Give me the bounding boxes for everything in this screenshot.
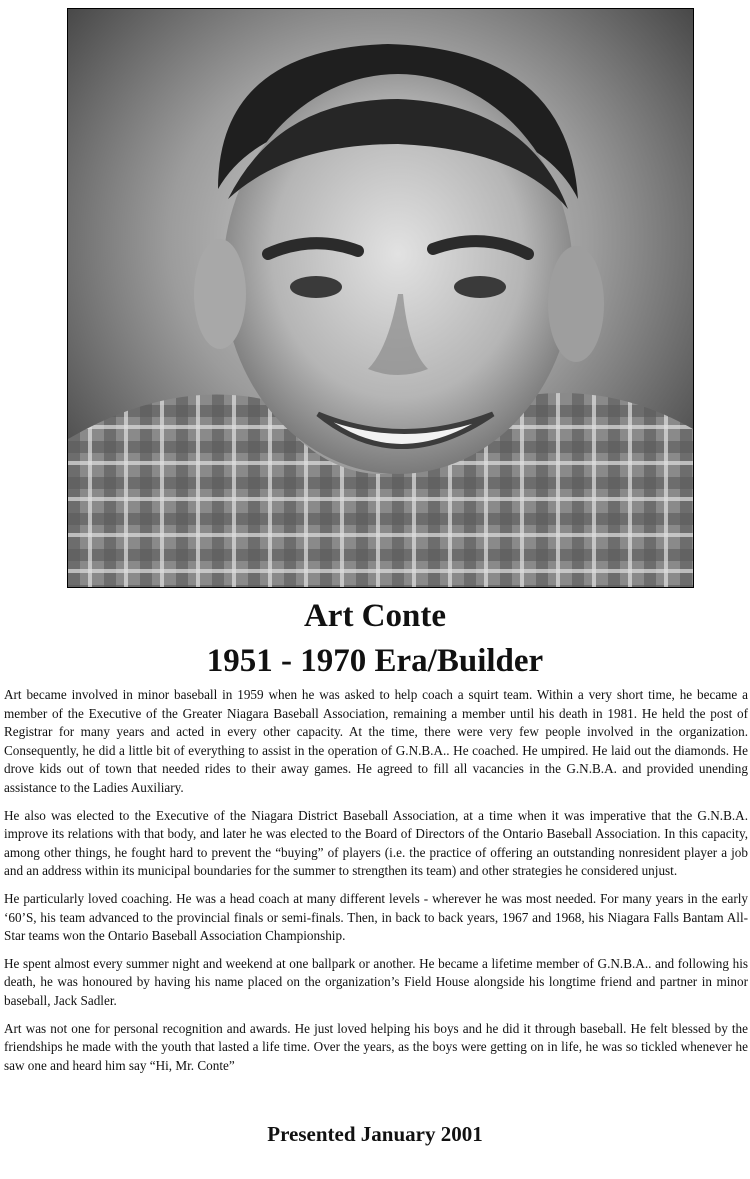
- portrait-illustration: [68, 9, 693, 587]
- inductee-name: Art Conte: [303, 598, 447, 634]
- bio-paragraph: Art was not one for personal recognition and awards. He just loved helping his boys and he did it through baseball. He felt blessed by the friendships he made with the youth that lasted a life time. Over the years, as the boys were getting on in life, he was so tickled whenever he saw one and heard him say “Hi, Mr. Conte”: [4, 1020, 748, 1073]
- bio-paragraph: He also was elected to the Executive of the Niagara District Baseball Association, at a time when it was imperative that the G.N.B.A. improve its relations with that body, and later he was elected to the Board of Directors of the Ontario Baseball Association. In this capacity, among other things, he fought hard to prevent the “buying” of players (i.e. the practice of offering an outstanding nonresident player a job and an address within its municipal boundaries for the summer to strengthen its team) and other strategies he considered unjust.: [4, 807, 748, 879]
- presented-date: Presented January 2001: [267, 1122, 483, 1146]
- inductee-era: 1951 - 1970 Era/Builder: [206, 643, 544, 679]
- portrait-photo: [67, 8, 694, 588]
- bio-paragraph: He spent almost every summer night and weekend at one ballpark or another. He became a lifetime member of G.N.B.A.. and following his death, he was honoured by having his name placed on the organization’s Field House alongside his longtime friend and partner in minor baseball, Jack Sadler.: [4, 955, 748, 1008]
- bio-paragraph: Art became involved in minor baseball in 1959 when he was asked to help coach a squirt team. Within a very short time, he became a member of the Executive of the Greater Niagara Baseball Association, remaining a member until his death in 1981. He held the post of Registrar for many years and acted in every other capacity. At the time, there were very few people involved in the organization. Consequently, he did a little bit of everything to assist in the operation of G.N.B.A.. He coached. He umpired. He laid out the diamonds. He drove kids out of town that needed rides to their away games. He agreed to fill all vacancies in the G.N.B.A. and provided unending assistance to the Ladies Auxiliary.: [4, 687, 748, 795]
- bio-paragraph: He particularly loved coaching. He was a head coach at many different levels - wherever he was most needed. For many years in the early ‘60’S, his team advanced to the provincial finals or semi-finals. Then, in back to back years, 1967 and 1968, his Niagara Falls Bantam All-Star teams won the Ontario Baseball Association Championship.: [4, 890, 748, 944]
- biography: [4, 686, 748, 1084]
